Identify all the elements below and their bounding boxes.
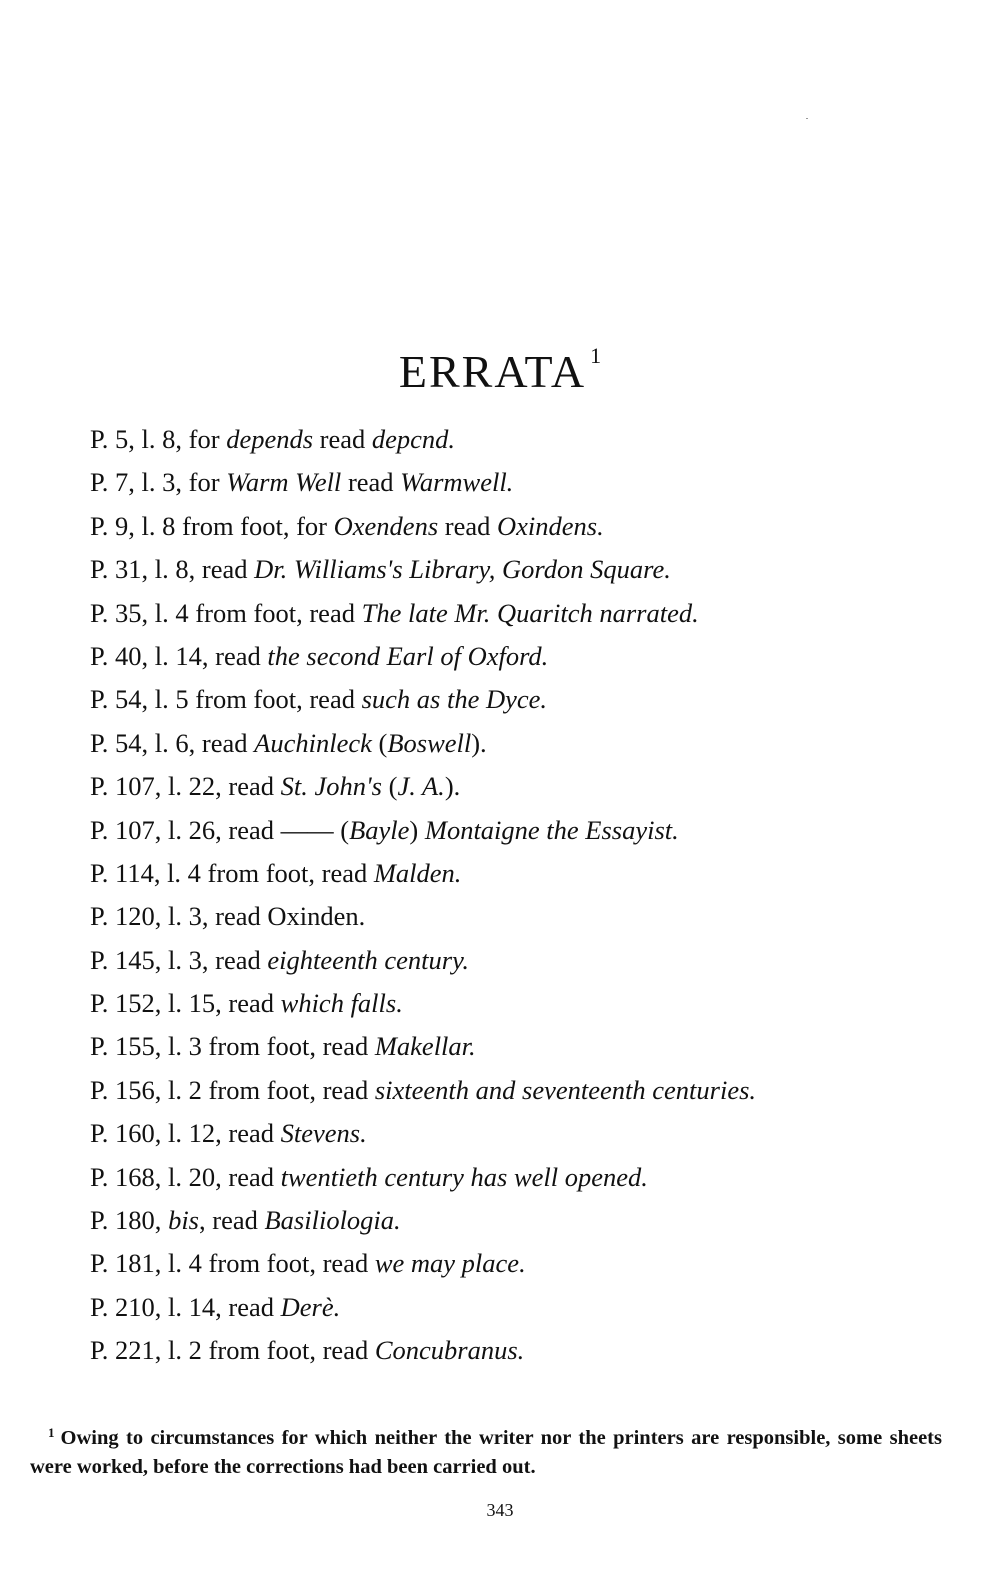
entry-italic: Auchinleck — [254, 727, 372, 758]
entry-italic: Bayle — [349, 814, 410, 845]
entry-italic: Oxendens — [333, 510, 439, 541]
entry-italic: which falls. — [280, 988, 403, 1019]
errata-entry — [90, 678, 960, 721]
entry-italic-2: Montaigne the Essayist. — [424, 814, 679, 845]
entry-ref: P. 145, l. 3, read — [90, 944, 268, 975]
entry-italic: the second Earl of Oxford. — [267, 640, 549, 671]
errata-entry — [90, 1329, 960, 1372]
entry-italic-2: J. A. — [397, 771, 445, 802]
errata-entry — [90, 1025, 960, 1068]
errata-list — [90, 418, 960, 1373]
entry-mid: ( — [382, 771, 398, 802]
entry-italic: The late Mr. Quaritch narrated. — [361, 597, 699, 628]
entry-ref: P. 9, l. 8 from foot, for — [90, 510, 334, 541]
entry-mid: read — [341, 467, 401, 498]
entry-ref: P. 221, l. 2 from foot, read — [90, 1335, 375, 1366]
entry-italic-2: Warmwell. — [400, 467, 514, 498]
entry-italic-2: Basiliologia. — [264, 1205, 401, 1236]
errata-entry — [90, 852, 960, 895]
entry-ref: P. 156, l. 2 from foot, read — [90, 1074, 375, 1105]
entry-ref: P. 155, l. 3 from foot, read — [90, 1031, 375, 1062]
entry-ref: P. 168, l. 20, read — [90, 1161, 281, 1192]
entry-italic: we may place. — [374, 1248, 526, 1279]
entry-italic: Dr. Williams's Library, Gordon Square. — [254, 554, 671, 585]
title-text: ERRATA — [398, 346, 587, 397]
entry-italic: such as the Dyce. — [361, 684, 548, 715]
entry-mid: ) — [409, 814, 425, 845]
entry-italic: Derè. — [280, 1291, 341, 1322]
footnote-mark: 1 — [48, 1425, 55, 1440]
entry-ref: P. 54, l. 6, read — [90, 727, 255, 758]
scan-speck — [806, 118, 808, 119]
entry-ref: P. 107, l. 26, read —— ( — [90, 814, 350, 845]
errata-entry — [90, 1069, 960, 1112]
entry-ref: P. 7, l. 3, for — [90, 467, 227, 498]
entry-ref: P. 107, l. 22, read — [90, 771, 281, 802]
entry-ref: P. 54, l. 5 from foot, read — [90, 684, 362, 715]
errata-entry — [90, 461, 960, 504]
entry-italic: eighteenth century. — [267, 944, 470, 975]
entry-italic: depends — [226, 424, 314, 454]
entry-italic: Makellar. — [374, 1031, 476, 1062]
errata-entry — [90, 765, 960, 808]
entry-italic-2: Boswell — [387, 727, 472, 758]
entry-ref: P. 210, l. 14, read — [90, 1291, 281, 1322]
errata-entry — [90, 1286, 960, 1329]
entry-ref: P. 152, l. 15, read — [90, 988, 281, 1019]
entry-ref: P. 120, l. 3, read Oxinden. — [90, 901, 366, 932]
entry-italic: bis — [168, 1205, 199, 1236]
entry-mid: read — [313, 424, 372, 454]
entry-italic: twentieth century has well opened. — [280, 1161, 648, 1192]
entry-tail: ). — [444, 771, 461, 802]
entry-ref: P. 35, l. 4 from foot, read — [90, 597, 362, 628]
errata-entry — [90, 809, 960, 852]
entry-italic: sixteenth and seventeenth centuries. — [374, 1074, 757, 1105]
errata-entry — [90, 1112, 960, 1155]
entry-italic: Concubranus. — [374, 1335, 525, 1366]
errata-entry — [90, 895, 960, 938]
page-number: 343 — [486, 1500, 514, 1520]
title-footnote-mark: 1 — [590, 343, 602, 368]
entry-ref: P. 160, l. 12, read — [90, 1118, 281, 1149]
entry-ref: P. 31, l. 8, read — [90, 554, 255, 585]
entry-tail: ). — [471, 727, 487, 758]
errata-entry — [90, 982, 960, 1025]
entry-italic-2: Oxindens. — [497, 510, 604, 541]
errata-entry — [90, 1156, 960, 1199]
entry-ref: P. 5, l. 8, for — [90, 424, 227, 454]
entry-italic: Stevens. — [280, 1118, 367, 1149]
errata-entry — [90, 505, 960, 548]
entry-ref: P. 40, l. 14, read — [90, 640, 268, 671]
entry-italic: Warm Well — [226, 467, 342, 498]
errata-entry — [90, 722, 960, 765]
errata-entry — [90, 939, 960, 982]
entry-italic-2: depcnd. — [371, 424, 456, 454]
errata-entry — [90, 1199, 960, 1242]
entry-ref: P. 114, l. 4 from foot, read — [90, 857, 374, 888]
errata-entry — [90, 548, 960, 591]
errata-entry — [90, 418, 960, 461]
entry-ref: P. 181, l. 4 from foot, read — [90, 1248, 375, 1279]
entry-mid: , read — [199, 1205, 265, 1236]
entry-italic: St. John's — [280, 771, 382, 802]
footnote — [30, 1418, 942, 1482]
entry-mid: read — [438, 510, 497, 541]
errata-entry — [90, 635, 960, 678]
page-title — [0, 328, 1000, 400]
entry-italic: Malden. — [373, 857, 462, 888]
entry-ref: P. 180, — [90, 1205, 169, 1236]
errata-entry — [90, 1242, 960, 1285]
footnote-text: Owing to circumstances for which neither the writer nor the printers are responsible, some sheets were worked, before the corrections had been carried out. — [30, 1427, 942, 1478]
entry-mid: ( — [371, 727, 388, 758]
errata-entry — [90, 592, 960, 635]
